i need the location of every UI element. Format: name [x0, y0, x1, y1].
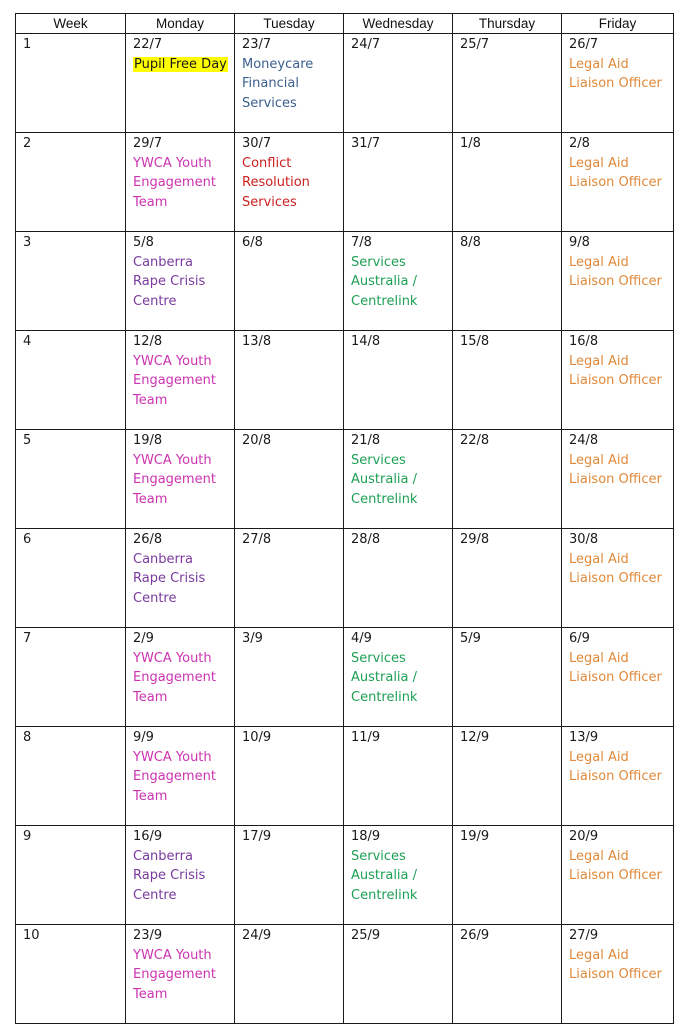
- date-label: 23/9: [133, 928, 163, 943]
- date-label: 25/7: [460, 37, 490, 52]
- date-label: 19/8: [133, 433, 163, 448]
- event-text: Legal Aid Liaison Officer: [569, 452, 662, 488]
- thursday-cell: [453, 727, 562, 826]
- event-text: YWCA Youth Engagement Team: [133, 947, 216, 1002]
- date-label: 21/8: [351, 433, 381, 448]
- tuesday-cell: [235, 529, 344, 628]
- event-label: [351, 847, 447, 906]
- monday-cell: [126, 430, 235, 529]
- friday-cell: [562, 133, 674, 232]
- date-label: 2/9: [133, 631, 154, 646]
- monday-cell: [126, 133, 235, 232]
- monday-cell: [126, 628, 235, 727]
- friday-cell: [562, 727, 674, 826]
- week-number: 6: [23, 532, 32, 547]
- header-wednesday: Wednesday: [344, 14, 453, 34]
- monday-cell: [126, 34, 235, 133]
- event-label: [242, 154, 338, 213]
- event-label: [569, 55, 665, 94]
- thursday-cell: [453, 628, 562, 727]
- date-label: 13/8: [242, 334, 272, 349]
- date-label: 3/9: [242, 631, 263, 646]
- event-text: YWCA Youth Engagement Team: [133, 650, 216, 705]
- event-label: [569, 946, 665, 985]
- event-text: Services Australia / Centrelink: [351, 650, 418, 705]
- wednesday-cell: [344, 232, 453, 331]
- tuesday-cell: [235, 430, 344, 529]
- event-text: Legal Aid Liaison Officer: [569, 848, 662, 884]
- monday-cell: [126, 925, 235, 1024]
- thursday-cell: [453, 232, 562, 331]
- date-label: 10/9: [242, 730, 272, 745]
- table-row: [16, 628, 674, 727]
- friday-cell: [562, 232, 674, 331]
- header-tuesday: Tuesday: [235, 14, 344, 34]
- week-cell: [16, 925, 126, 1024]
- event-label: [569, 451, 665, 490]
- week-cell: [16, 133, 126, 232]
- monday-cell: [126, 727, 235, 826]
- week-cell: [16, 628, 126, 727]
- friday-cell: [562, 331, 674, 430]
- week-number: 5: [23, 433, 32, 448]
- date-label: 16/8: [569, 334, 599, 349]
- header-week: Week: [16, 14, 126, 34]
- tuesday-cell: [235, 133, 344, 232]
- term-schedule-table: [15, 13, 674, 1024]
- event-label: [133, 847, 229, 906]
- thursday-cell: [453, 529, 562, 628]
- event-text: Legal Aid Liaison Officer: [569, 650, 662, 686]
- date-label: 20/8: [242, 433, 272, 448]
- wednesday-cell: [344, 331, 453, 430]
- table-row: [16, 529, 674, 628]
- event-label: [133, 550, 229, 609]
- event-label: [351, 451, 447, 510]
- date-label: 30/7: [242, 136, 272, 151]
- event-text: Legal Aid Liaison Officer: [569, 155, 662, 191]
- event-text: Pupil Free Day: [134, 56, 227, 72]
- event-text: Services Australia / Centrelink: [351, 848, 418, 903]
- wednesday-cell: [344, 529, 453, 628]
- header-monday: Monday: [126, 14, 235, 34]
- date-label: 22/7: [133, 37, 163, 52]
- date-label: 12/8: [133, 334, 163, 349]
- week-cell: [16, 331, 126, 430]
- date-label: 26/8: [133, 532, 163, 547]
- week-cell: [16, 232, 126, 331]
- date-label: 18/9: [351, 829, 381, 844]
- date-label: 29/8: [460, 532, 490, 547]
- monday-cell: [126, 331, 235, 430]
- event-text: Legal Aid Liaison Officer: [569, 947, 662, 983]
- date-label: 1/8: [460, 136, 481, 151]
- date-label: 24/7: [351, 37, 381, 52]
- week-cell: [16, 34, 126, 133]
- date-label: 30/8: [569, 532, 599, 547]
- date-label: 27/8: [242, 532, 272, 547]
- wednesday-cell: [344, 925, 453, 1024]
- date-label: 4/9: [351, 631, 372, 646]
- thursday-cell: [453, 331, 562, 430]
- table-row: [16, 34, 674, 133]
- date-label: 9/8: [569, 235, 590, 250]
- tuesday-cell: [235, 925, 344, 1024]
- week-number: 7: [23, 631, 32, 646]
- event-label: [133, 748, 229, 807]
- event-text: YWCA Youth Engagement Team: [133, 353, 216, 408]
- table-row: [16, 925, 674, 1024]
- event-text: Services Australia / Centrelink: [351, 254, 418, 309]
- week-cell: [16, 826, 126, 925]
- date-label: 16/9: [133, 829, 163, 844]
- event-label: [569, 154, 665, 193]
- date-label: 11/9: [351, 730, 381, 745]
- header-row: [16, 14, 674, 34]
- event-label: [133, 253, 229, 312]
- event-label: [569, 550, 665, 589]
- wednesday-cell: [344, 826, 453, 925]
- week-number: 3: [23, 235, 32, 250]
- monday-cell: [126, 232, 235, 331]
- date-label: 24/9: [242, 928, 272, 943]
- event-text: Legal Aid Liaison Officer: [569, 254, 662, 290]
- date-label: 25/9: [351, 928, 381, 943]
- date-label: 13/9: [569, 730, 599, 745]
- week-number: 2: [23, 136, 32, 151]
- event-text: Legal Aid Liaison Officer: [569, 749, 662, 785]
- tuesday-cell: [235, 34, 344, 133]
- table-row: [16, 331, 674, 430]
- date-label: 20/9: [569, 829, 599, 844]
- event-text: Services Australia / Centrelink: [351, 452, 418, 507]
- event-label: [569, 253, 665, 292]
- event-label: [569, 847, 665, 886]
- event-text: YWCA Youth Engagement Team: [133, 749, 216, 804]
- tuesday-cell: [235, 628, 344, 727]
- week-cell: [16, 430, 126, 529]
- header-friday: Friday: [562, 14, 674, 34]
- week-number: 9: [23, 829, 32, 844]
- event-text: Canberra Rape Crisis Centre: [133, 551, 206, 606]
- event-text: Canberra Rape Crisis Centre: [133, 848, 206, 903]
- friday-cell: [562, 925, 674, 1024]
- date-label: 7/8: [351, 235, 372, 250]
- event-text: Legal Aid Liaison Officer: [569, 56, 662, 92]
- table-row: [16, 727, 674, 826]
- event-label: [351, 649, 447, 708]
- event-text: Conflict Resolution Services: [242, 155, 310, 210]
- week-number: 4: [23, 334, 32, 349]
- friday-cell: [562, 34, 674, 133]
- event-label: [133, 352, 229, 411]
- date-label: 24/8: [569, 433, 599, 448]
- event-text: YWCA Youth Engagement Team: [133, 155, 216, 210]
- event-text: YWCA Youth Engagement Team: [133, 452, 216, 507]
- wednesday-cell: [344, 727, 453, 826]
- event-text: Legal Aid Liaison Officer: [569, 353, 662, 389]
- week-cell: [16, 529, 126, 628]
- date-label: 6/8: [242, 235, 263, 250]
- week-number: 10: [23, 928, 40, 943]
- date-label: 15/8: [460, 334, 490, 349]
- event-label: [133, 154, 229, 213]
- date-label: 8/8: [460, 235, 481, 250]
- date-label: 5/9: [460, 631, 481, 646]
- date-label: 23/7: [242, 37, 272, 52]
- week-number: 8: [23, 730, 32, 745]
- wednesday-cell: [344, 628, 453, 727]
- friday-cell: [562, 826, 674, 925]
- friday-cell: [562, 628, 674, 727]
- schedule-body: [16, 34, 674, 1024]
- date-label: 9/9: [133, 730, 154, 745]
- header-thursday: Thursday: [453, 14, 562, 34]
- thursday-cell: [453, 430, 562, 529]
- table-row: [16, 430, 674, 529]
- tuesday-cell: [235, 826, 344, 925]
- table-row: [16, 133, 674, 232]
- thursday-cell: [453, 133, 562, 232]
- table-row: [16, 826, 674, 925]
- thursday-cell: [453, 826, 562, 925]
- friday-cell: [562, 529, 674, 628]
- date-label: 12/9: [460, 730, 490, 745]
- thursday-cell: [453, 34, 562, 133]
- week-cell: [16, 727, 126, 826]
- tuesday-cell: [235, 727, 344, 826]
- event-label: [569, 352, 665, 391]
- event-text: Moneycare Financial Services: [242, 56, 314, 111]
- date-label: 19/9: [460, 829, 490, 844]
- date-label: 28/8: [351, 532, 381, 547]
- tuesday-cell: [235, 331, 344, 430]
- thursday-cell: [453, 925, 562, 1024]
- schedule-sheet: [15, 13, 674, 1024]
- event-text: Canberra Rape Crisis Centre: [133, 254, 206, 309]
- date-label: 17/9: [242, 829, 272, 844]
- event-label: [569, 748, 665, 787]
- friday-cell: [562, 430, 674, 529]
- monday-cell: [126, 529, 235, 628]
- event-label: [351, 253, 447, 312]
- event-label: [133, 946, 229, 1005]
- wednesday-cell: [344, 430, 453, 529]
- date-label: 26/7: [569, 37, 599, 52]
- date-label: 31/7: [351, 136, 381, 151]
- date-label: 27/9: [569, 928, 599, 943]
- date-label: 5/8: [133, 235, 154, 250]
- event-label: [133, 649, 229, 708]
- event-text: Legal Aid Liaison Officer: [569, 551, 662, 587]
- tuesday-cell: [235, 232, 344, 331]
- date-label: 14/8: [351, 334, 381, 349]
- date-label: 22/8: [460, 433, 490, 448]
- event-label: [133, 451, 229, 510]
- wednesday-cell: [344, 34, 453, 133]
- week-number: 1: [23, 37, 32, 52]
- date-label: 6/9: [569, 631, 590, 646]
- event-label: [133, 55, 229, 75]
- event-label: [242, 55, 338, 114]
- wednesday-cell: [344, 133, 453, 232]
- date-label: 26/9: [460, 928, 490, 943]
- table-row: [16, 232, 674, 331]
- monday-cell: [126, 826, 235, 925]
- date-label: 2/8: [569, 136, 590, 151]
- event-label: [569, 649, 665, 688]
- date-label: 29/7: [133, 136, 163, 151]
